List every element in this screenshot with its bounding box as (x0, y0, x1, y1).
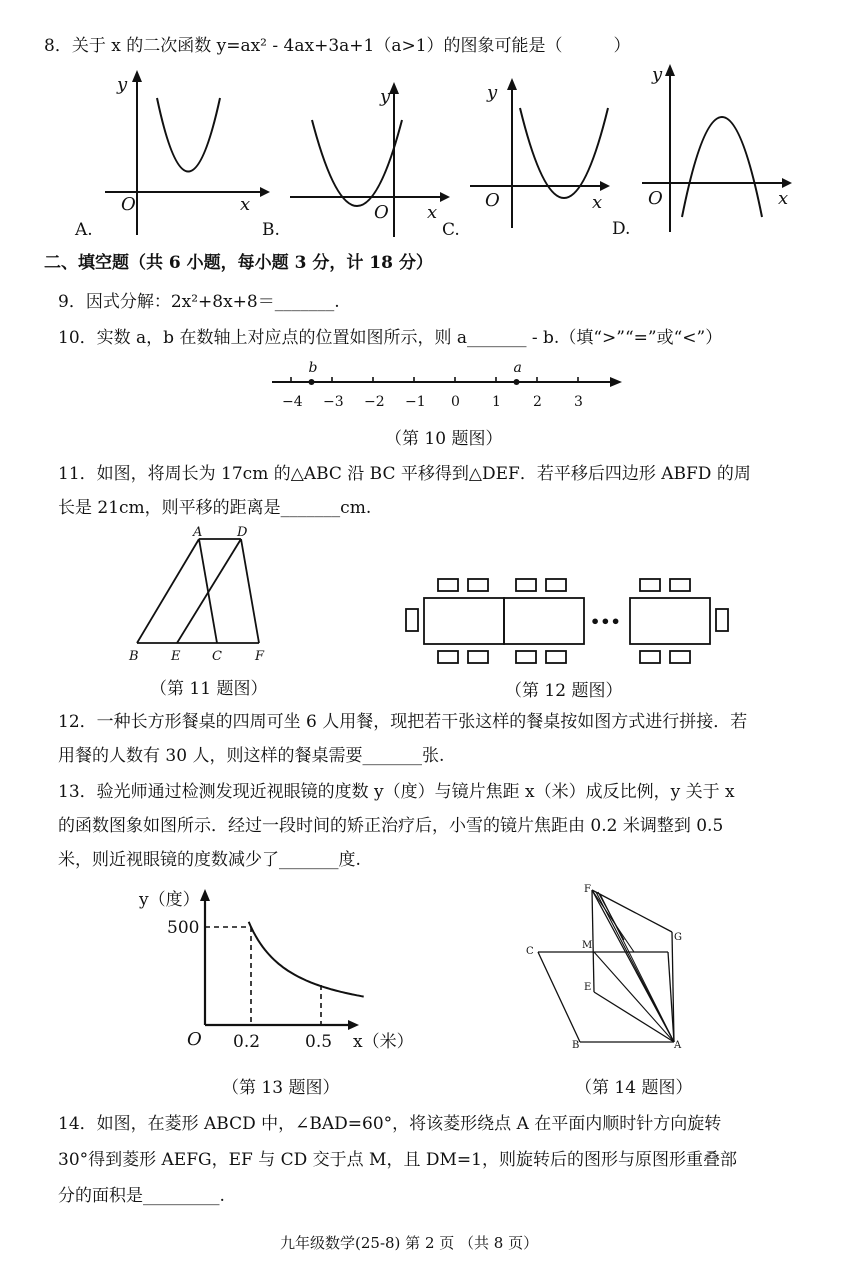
number-line-tick-label: −3 (323, 394, 344, 410)
fig12-caption: （第 12 题图） (505, 681, 623, 701)
number-line-tick-label: 0 (451, 394, 460, 410)
fig11-label-a: A (193, 525, 203, 540)
fig11-label-d: D (237, 525, 248, 540)
number-line-figure (270, 360, 630, 420)
number-line-tick-label: −4 (282, 394, 303, 410)
fig13-x-tick-0-2: 0.2 (233, 1032, 261, 1052)
question-9-text: 9．因式分解：2x²+8x+8＝_______. (58, 292, 340, 312)
graph-option-c (442, 78, 632, 243)
fig14-label-f: F (584, 884, 591, 895)
number-line-tick-label: 1 (492, 394, 501, 410)
fig14-label-a: A (674, 1040, 682, 1051)
fig10-caption: （第 10 题图） (385, 429, 503, 449)
graph-d-origin-label: O (648, 188, 663, 209)
question-13-line-3: 米，则近视眼镜的度数减少了_______度. (58, 850, 361, 870)
question-14-line-1: 14．如图，在菱形 ABCD 中，∠BAD=60°，将该菱形绕点 A 在平面内顺时针方向旋转 (58, 1114, 722, 1134)
fig14-figure (520, 882, 700, 1052)
fig11-label-b: B (129, 649, 139, 664)
fig14-label-c: C (526, 946, 534, 957)
graph-a-x-label: x (240, 194, 251, 215)
graph-a-y-label: y (117, 74, 128, 95)
graph-option-b (262, 82, 452, 242)
number-line-tick-label: −1 (405, 394, 426, 410)
question-11-line-1: 11．如图，将周长为 17cm 的△ABC 沿 BC 平移得到△DEF．若平移后四边形 ABFD 的周 (58, 464, 751, 484)
fig11-figure (125, 525, 275, 665)
question-8-text: 8．关于 x 的二次函数 y=ax² - 4ax+3a+1（a>1）的图象可能是（ ） (44, 36, 631, 56)
question-14-line-2: 30°得到菱形 AEFG，EF 与 CD 交于点 M，且 DM=1，则旋转后的图形与原图形重叠部 (58, 1150, 737, 1170)
fig13-origin-label: O (187, 1029, 202, 1050)
number-line-tick-label: −2 (364, 394, 385, 410)
fig13-figure (135, 885, 425, 1055)
question-13-line-2: 的函数图象如图所示．经过一段时间的矫正治疗后，小雪的镜片焦距由 0.2 米调整到 0.5 (58, 816, 724, 836)
fig13-y-tick-500: 500 (167, 918, 200, 938)
fig13-x-label: x（米） (353, 1032, 414, 1052)
graph-option-a (75, 70, 265, 240)
number-line-label-a: a (513, 360, 522, 376)
fig14-label-g: G (674, 932, 682, 943)
option-a-label: A. (75, 220, 93, 240)
graph-b-origin-label: O (374, 202, 389, 223)
question-13-line-1: 13．验光师通过检测发现近视眼镜的度数 y（度）与镜片焦距 x（米）成反比例，y 关于 x (58, 782, 735, 802)
graph-a-origin-label: O (121, 194, 136, 215)
fig12-figure (400, 575, 740, 670)
fig11-caption: （第 11 题图） (150, 679, 268, 699)
question-14-line-3: 分的面积是_________. (58, 1186, 225, 1206)
question-10-text: 10．实数 a，b 在数轴上对应点的位置如图所示，则 a_______ - b.（填“>”“=”或“<”） (58, 328, 723, 348)
number-line-label-b: b (308, 360, 318, 376)
question-12-line-1: 12．一种长方形餐桌的四周可坐 6 人用餐，现把若干张这样的餐桌按如图方式进行拼接．若 (58, 712, 748, 732)
number-line-point-a (514, 379, 520, 385)
graph-b-x-label: x (427, 202, 438, 223)
fig14-label-e: E (584, 982, 592, 993)
fig14-caption: （第 14 题图） (575, 1078, 693, 1098)
fig12-ellipsis: ••• (590, 612, 621, 631)
fig11-label-e: E (171, 649, 181, 664)
number-line-tick-label: 3 (574, 394, 583, 410)
graph-d-y-label: y (652, 64, 663, 85)
fig11-label-f: F (255, 649, 265, 664)
fig11-label-c: C (212, 649, 222, 664)
graph-option-d (612, 62, 812, 242)
fig14-label-m: M (582, 940, 593, 951)
page-footer: 九年级数学(25-8) 第 2 页 （共 8 页） (280, 1234, 539, 1252)
graph-b-y-label: y (380, 86, 391, 107)
graph-c-origin-label: O (485, 190, 500, 211)
number-line-point-b (309, 379, 315, 385)
graph-c-y-label: y (487, 82, 498, 103)
fig13-y-label: y（度） (139, 890, 200, 910)
graph-c-x-label: x (592, 192, 603, 213)
number-line-tick-label: 2 (533, 394, 542, 410)
fig13-caption: （第 13 题图） (222, 1078, 340, 1098)
fig13-x-tick-0-5: 0.5 (305, 1032, 333, 1052)
option-b-label: B. (262, 220, 280, 240)
question-12-line-2: 用餐的人数有 30 人，则这样的餐桌需要_______张. (58, 746, 445, 766)
option-c-label: C. (442, 220, 460, 240)
fig14-label-b: B (572, 1040, 580, 1051)
option-d-label: D. (612, 219, 631, 239)
graph-d-x-label: x (778, 188, 789, 209)
section-2-heading: 二、填空题（共 6 小题，每小题 3 分，计 18 分） (44, 253, 433, 273)
question-11-line-2: 长是 21cm，则平移的距离是_______cm. (58, 498, 372, 518)
